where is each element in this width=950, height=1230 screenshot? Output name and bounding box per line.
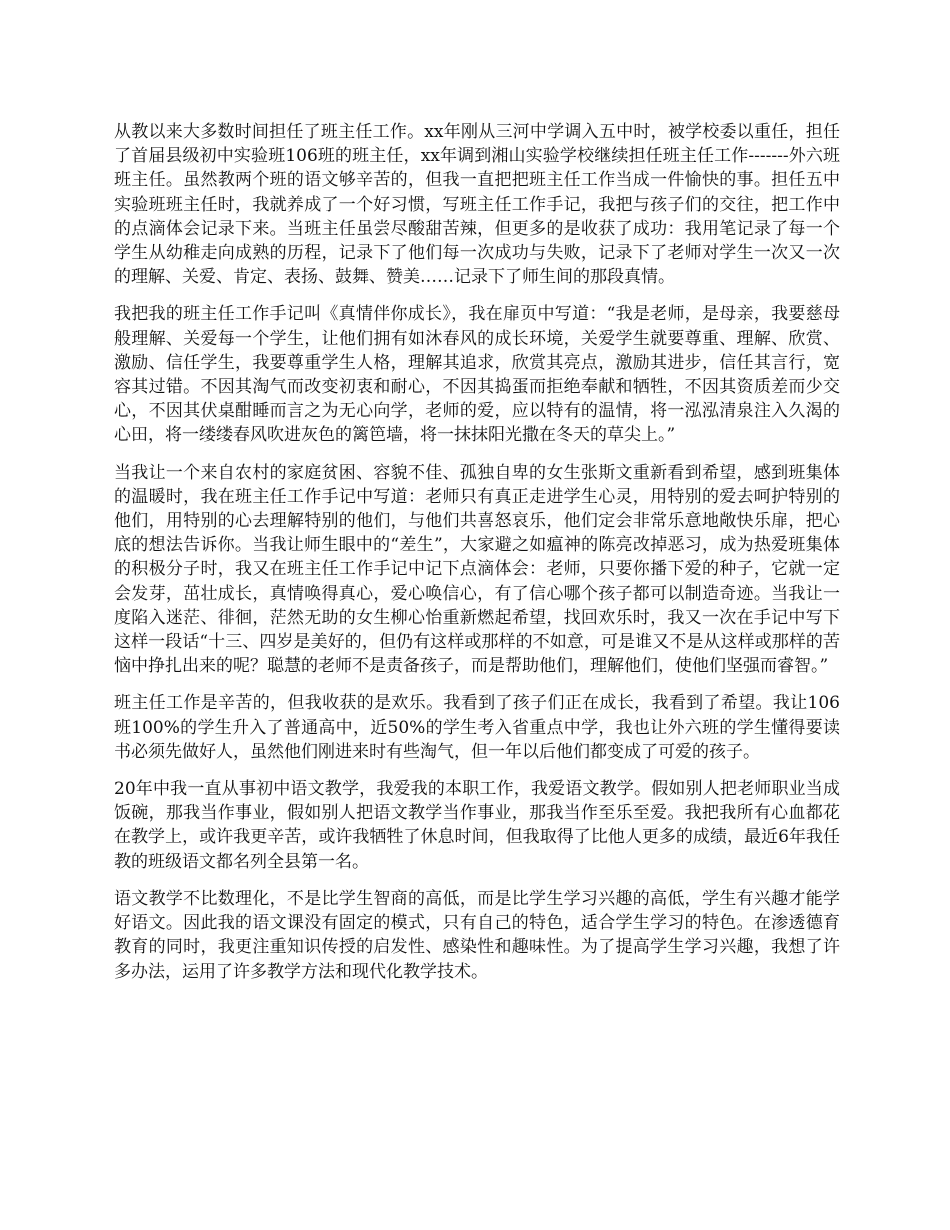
paragraph-3: 当我让一个来自农村的家庭贫困、容貌不佳、孤独自卑的女生张斯文重新看到希望，感到班集体的温暖时，我在班主任工作手记中写道：老师只有真正走进学生心灵，用特别的爱去呵护特别的他们，用特别的心去理解特别的他们，与他们共喜怒哀乐，他们定会非常乐意地敞快乐扉，把心底的想法告诉你。当我让师生眼中的“差生”，大家避之如瘟神的陈亮改掉恶习，成为热爱班集体的积极分子时，我又在班主任工作手记中记下点滴体会：老师，只要你播下爱的种子，它就一定会发芽，茁壮成长，真情唤得真心，爱心唤信心，有了信心哪个孩子都可以制造奇迹。当我让一度陷入迷茫、徘徊，茫然无助的女生柳心怡重新燃起希望，找回欢乐时，我又一次在手记中写下这样一段话“十三、四岁是美好的，但仍有这样或那样的不如意，可是谁又不是从这样或那样的苦恼中挣扎出来的呢？聪慧的老师不是责备孩子，而是帮助他们，理解他们，使他们坚强而睿智。”: [114, 462, 840, 677]
paragraph-4: 班主任工作是辛苦的，但我收获的是欢乐。我看到了孩子们正在成长，我看到了希望。我让106班100%的学生升入了普通高中，近50%的学生考入省重点中学，我也让外六班的学生懂得要读书必须先做好人，虽然他们刚进来时有些淘气，但一年以后他们都变成了可爱的孩子。: [114, 693, 840, 762]
paragraph-2: 我把我的班主任工作手记叫《真情伴你成长》，我在扉页中写道：“我是老师，是母亲，我要慈母般理解、关爱每一个学生，让他们拥有如沐春风的成长环境，关爱学生就要尊重、理解、欣赏、激励、信任学生，我要尊重学生人格，理解其追求，欣赏其亮点，激励其进步，信任其言行，宽容其过错。不因其淘气而改变初衷和耐心，不因其捣蛋而拒绝奉献和牺牲，不因其资质差而少交心，不因其伏桌酣睡而言之为无心向学，老师的爱，应以特有的温情，将一泓泓清泉注入久渴的心田，将一缕缕春风吹进灰色的篱笆墙，将一抹抹阳光撒在冬天的草尖上。”: [114, 304, 840, 446]
paragraph-6: 语文教学不比数理化，不是比学生智商的高低，而是比学生学习兴趣的高低，学生有兴趣才能学好语文。因此我的语文课没有固定的模式，只有自己的特色，适合学生学习的特色。在渗透德育教育的同时，我更注重知识传授的启发性、感染性和趣味性。为了提高学生学习兴趣，我想了许多办法，运用了许多教学方法和现代化教学技术。: [114, 888, 840, 982]
paragraph-1: 从教以来大多数时间担任了班主任工作。xx年刚从三河中学调入五中时，被学校委以重任，担任了首届县级初中实验班106班的班主任，xx年调到湘山实验学校继续担任班主任工作-------外六班班主任。虽然教两个班的语文够辛苦的，但我一直把把班主任工作当成一件愉快的事。担任五中实验班班主任时，我就养成了一个好习惯，写班主任工作手记，我把与孩子们的交往，把工作中的点滴体会记录下来。当班主任虽尝尽酸甜苦辣，但更多的是收获了成功：我用笔记录了每一个学生从幼稚走向成熟的历程，记录下了他们每一次成功与失败，记录下了老师对学生一次又一次的理解、关爱、肯定、表扬、鼓舞、赞美……记录下了师生间的那段真情。: [114, 122, 840, 288]
document-body: [114, 120, 840, 997]
paragraph-5: 20年中我一直从事初中语文教学，我爱我的本职工作，我爱语文教学。假如别人把老师职业当成饭碗，那我当作事业，假如别人把语文教学当作事业，那我当作至乐至爱。我把我所有心血都花在教学上，或许我更辛苦，或许我牺牲了休息时间，但我取得了比他人更多的成绩，最近6年我任教的班级语文都名列全县第一名。: [114, 779, 840, 872]
